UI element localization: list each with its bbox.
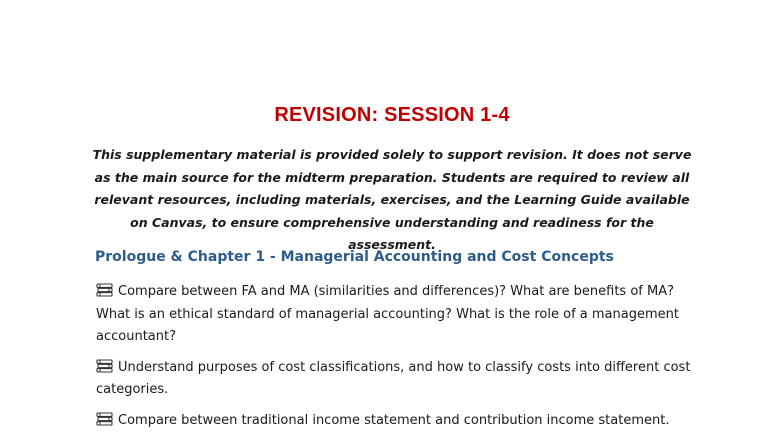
revision-item (96, 281, 696, 349)
books-icon (96, 359, 113, 373)
document-title: REVISION: SESSION 1-4 (274, 104, 510, 126)
intro-paragraph: This supplementary material is provided solely to support revision. It does not serve as the main source for the midterm preparation. Students are required to review all relevant resources, including materials, exercises, and the Learning Guide available on Canvas, to ensure comprehensive understanding and readiness for the assessment. (92, 147, 692, 252)
revision-item-list (96, 281, 696, 440)
books-icon (96, 283, 113, 297)
revision-item (96, 357, 696, 402)
revision-item-text: Compare between FA and MA (similarities and differences)? What are benefits of MA? What is an ethical standard of managerial accounting? What is the role of a management accountant? (96, 284, 679, 344)
section-heading: Prologue & Chapter 1 - Managerial Accounting and Cost Concepts (95, 249, 614, 265)
revision-item-text: Compare between traditional income statement and contribution income statement. (118, 412, 670, 428)
revision-item-text: Understand purposes of cost classifications, and how to classify costs into different cost categories. (96, 359, 691, 397)
revision-item (96, 410, 696, 433)
books-icon (96, 412, 113, 426)
